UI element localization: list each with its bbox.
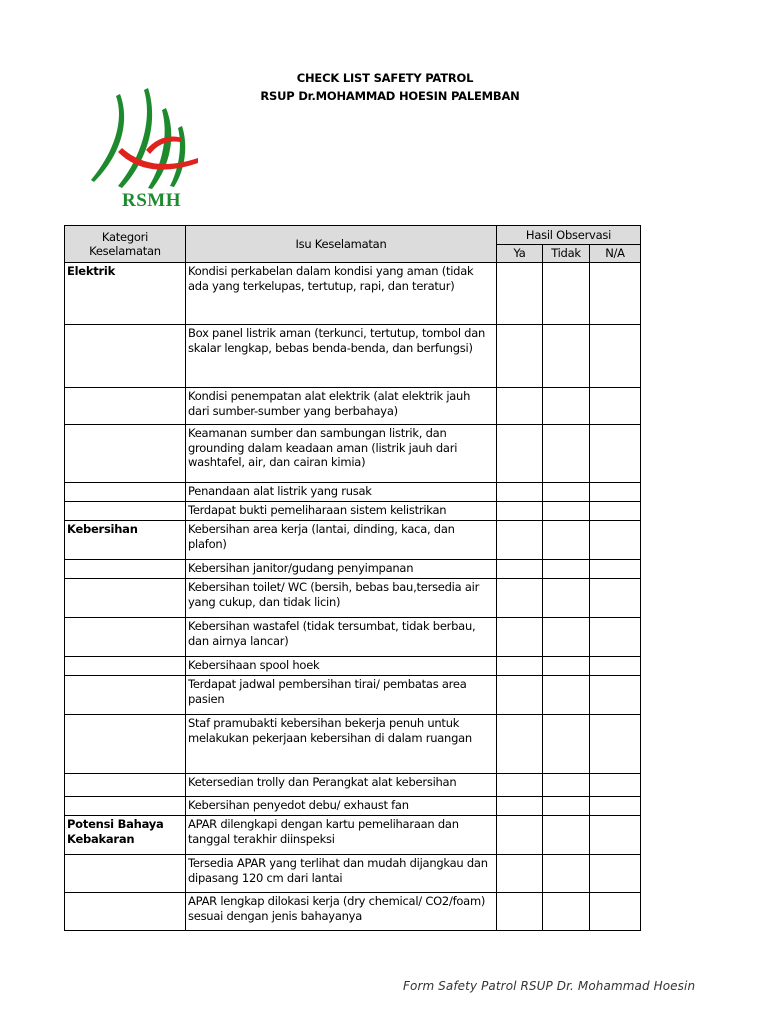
table-row (65, 657, 641, 676)
header-issue: Isu Keselamatan (186, 226, 497, 263)
ya-check-cell[interactable] (497, 855, 543, 893)
tidak-check-cell[interactable] (543, 816, 590, 855)
category-cell (65, 618, 186, 657)
ya-check-cell[interactable] (497, 388, 543, 425)
issue-cell: Kebersihan penyedot debu/ exhaust fan (186, 797, 497, 816)
issue-cell: Staf pramubakti kebersihan bekerja penuh untuk melakukan pekerjaan kebersihan di dalam ruangan (186, 715, 497, 774)
tidak-check-cell[interactable] (543, 483, 590, 502)
table-row (65, 483, 641, 502)
tidak-check-cell[interactable] (543, 618, 590, 657)
ya-check-cell[interactable] (497, 425, 543, 483)
hospital-name: RSUP Dr.MOHAMMAD HOESIN PALEMBAN (260, 89, 520, 103)
category-cell: Potensi Bahaya Kebakaran (65, 816, 186, 855)
issue-cell: Box panel listrik aman (terkunci, tertutup, tombol dan skalar lengkap, bebas benda-benda, dan berfungsi) (186, 325, 497, 388)
category-cell (65, 579, 186, 618)
na-check-cell[interactable] (590, 676, 641, 715)
issue-cell: Terdapat jadwal pembersihan tirai/ pembatas area pasien (186, 676, 497, 715)
na-check-cell[interactable] (590, 425, 641, 483)
table-row (65, 816, 641, 855)
ya-check-cell[interactable] (497, 502, 543, 521)
issue-cell: Ketersedian trolly dan Perangkat alat kebersihan (186, 774, 497, 797)
table-row (65, 502, 641, 521)
issue-cell: Kebersihan toilet/ WC (bersih, bebas bau,tersedia air yang cukup, dan tidak licin) (186, 579, 497, 618)
header-na: N/A (590, 245, 641, 263)
category-cell (65, 425, 186, 483)
na-check-cell[interactable] (590, 618, 641, 657)
header-category: Kategori Keselamatan (65, 226, 186, 263)
category-cell (65, 774, 186, 797)
tidak-check-cell[interactable] (543, 797, 590, 816)
table-row (65, 521, 641, 560)
category-cell (65, 657, 186, 676)
category-cell (65, 715, 186, 774)
rsmh-logo-icon (86, 88, 206, 198)
tidak-check-cell[interactable] (543, 657, 590, 676)
category-cell (65, 855, 186, 893)
ya-check-cell[interactable] (497, 618, 543, 657)
na-check-cell[interactable] (590, 263, 641, 325)
na-check-cell[interactable] (590, 797, 641, 816)
na-check-cell[interactable] (590, 325, 641, 388)
tidak-check-cell[interactable] (543, 263, 590, 325)
ya-check-cell[interactable] (497, 560, 543, 579)
tidak-check-cell[interactable] (543, 388, 590, 425)
issue-cell: Penandaan alat listrik yang rusak (186, 483, 497, 502)
category-cell (65, 325, 186, 388)
na-check-cell[interactable] (590, 855, 641, 893)
category-cell (65, 560, 186, 579)
issue-cell: Kondisi penempatan alat elektrik (alat elektrik jauh dari sumber-sumber yang berbahaya) (186, 388, 497, 425)
table-row (65, 263, 641, 325)
category-cell: Elektrik (65, 263, 186, 325)
header-ya: Ya (497, 245, 543, 263)
header-result: Hasil Observasi (497, 226, 641, 245)
issue-cell: Kebersihan janitor/gudang penyimpanan (186, 560, 497, 579)
category-cell (65, 676, 186, 715)
logo-text: RSMH (122, 190, 181, 211)
na-check-cell[interactable] (590, 502, 641, 521)
issue-cell: Kondisi perkabelan dalam kondisi yang aman (tidak ada yang terkelupas, tertutup, rapi, dan teratur) (186, 263, 497, 325)
na-check-cell[interactable] (590, 893, 641, 931)
category-cell (65, 483, 186, 502)
ya-check-cell[interactable] (497, 774, 543, 797)
na-check-cell[interactable] (590, 560, 641, 579)
na-check-cell[interactable] (590, 816, 641, 855)
category-cell: Kebersihan (65, 521, 186, 560)
ya-check-cell[interactable] (497, 816, 543, 855)
table-row (65, 425, 641, 483)
tidak-check-cell[interactable] (543, 579, 590, 618)
tidak-check-cell[interactable] (543, 855, 590, 893)
tidak-check-cell[interactable] (543, 325, 590, 388)
issue-cell: APAR dilengkapi dengan kartu pemeliharaan dan tanggal terakhir diinspeksi (186, 816, 497, 855)
table-row (65, 325, 641, 388)
category-cell (65, 797, 186, 816)
tidak-check-cell[interactable] (543, 560, 590, 579)
checklist-table (64, 225, 641, 931)
category-cell (65, 502, 186, 521)
tidak-check-cell[interactable] (543, 676, 590, 715)
table-row (65, 774, 641, 797)
table-row (65, 388, 641, 425)
table-row (65, 560, 641, 579)
ya-check-cell[interactable] (497, 657, 543, 676)
table-row (65, 715, 641, 774)
na-check-cell[interactable] (590, 579, 641, 618)
issue-cell: Terdapat bukti pemeliharaan sistem kelistrikan (186, 502, 497, 521)
ya-check-cell[interactable] (497, 325, 543, 388)
table-row (65, 797, 641, 816)
table-row (65, 676, 641, 715)
ya-check-cell[interactable] (497, 521, 543, 560)
category-cell (65, 388, 186, 425)
tidak-check-cell[interactable] (543, 502, 590, 521)
ya-check-cell[interactable] (497, 579, 543, 618)
table-row (65, 618, 641, 657)
tidak-check-cell[interactable] (543, 893, 590, 931)
tidak-check-cell[interactable] (543, 521, 590, 560)
header-tidak: Tidak (543, 245, 590, 263)
ya-check-cell[interactable] (497, 715, 543, 774)
na-check-cell[interactable] (590, 715, 641, 774)
category-cell (65, 893, 186, 931)
na-check-cell[interactable] (590, 483, 641, 502)
table-row (65, 855, 641, 893)
na-check-cell[interactable] (590, 521, 641, 560)
form-title: CHECK LIST SAFETY PATROL (296, 71, 474, 85)
issue-cell: APAR lengkap dilokasi kerja (dry chemical/ CO2/foam) sesuai dengan jenis bahayanya (186, 893, 497, 931)
ya-check-cell[interactable] (497, 797, 543, 816)
issue-cell: Tersedia APAR yang terlihat dan mudah dijangkau dan dipasang 120 cm dari lantai (186, 855, 497, 893)
issue-cell: Kebersihan area kerja (lantai, dinding, kaca, dan plafon) (186, 521, 497, 560)
table-row (65, 579, 641, 618)
footer-text: Form Safety Patrol RSUP Dr. Mohammad Hoesin (403, 979, 696, 993)
na-check-cell[interactable] (590, 774, 641, 797)
tidak-check-cell[interactable] (543, 774, 590, 797)
tidak-check-cell[interactable] (543, 715, 590, 774)
tidak-check-cell[interactable] (543, 425, 590, 483)
ya-check-cell[interactable] (497, 263, 543, 325)
issue-cell: Keamanan sumber dan sambungan listrik, dan grounding dalam keadaan aman (listrik jauh dari washtafel, air, dan cairan kimia) (186, 425, 497, 483)
issue-cell: Kebersihaan spool hoek (186, 657, 497, 676)
ya-check-cell[interactable] (497, 893, 543, 931)
na-check-cell[interactable] (590, 388, 641, 425)
issue-cell: Kebersihan wastafel (tidak tersumbat, tidak berbau, dan airnya lancar) (186, 618, 497, 657)
table-row (65, 893, 641, 931)
na-check-cell[interactable] (590, 657, 641, 676)
ya-check-cell[interactable] (497, 676, 543, 715)
ya-check-cell[interactable] (497, 483, 543, 502)
